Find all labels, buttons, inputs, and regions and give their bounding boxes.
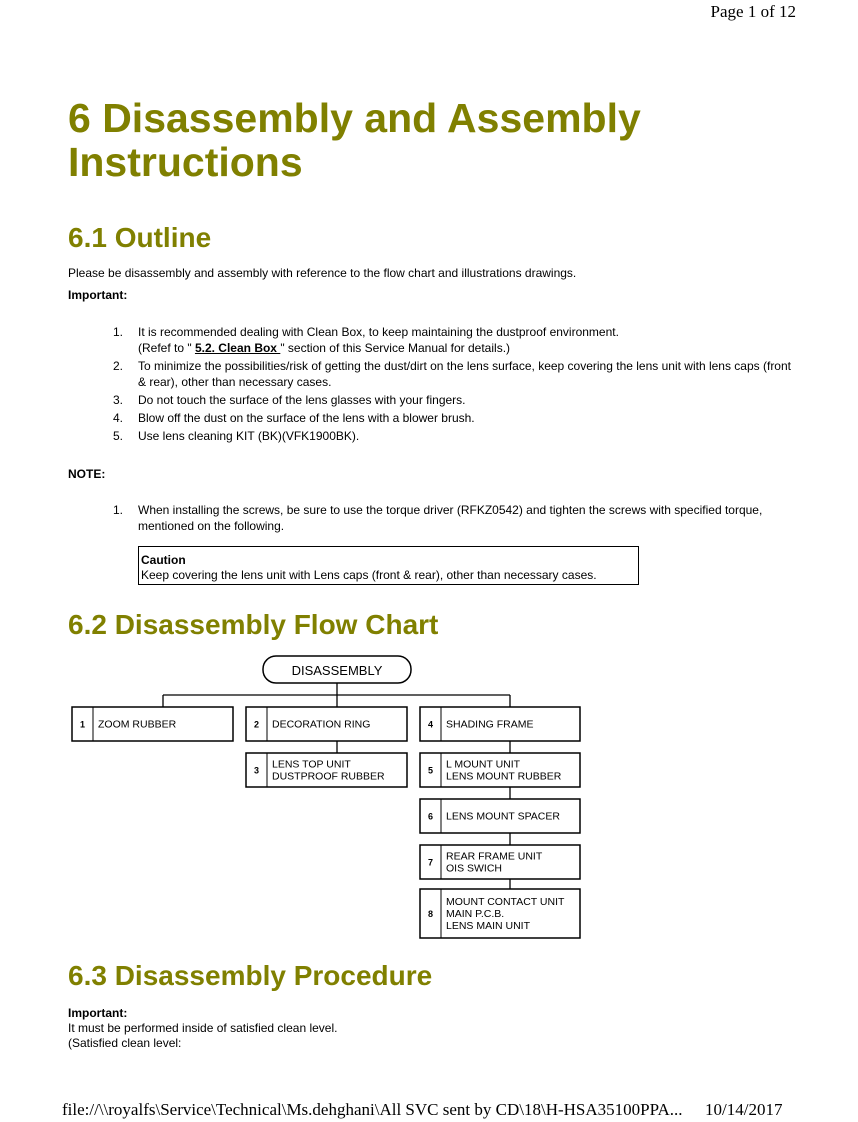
flow-box-label: OIS SWICH: [446, 862, 503, 875]
list-number: 1.: [113, 503, 124, 517]
list-text: When installing the screws, be sure to use the torque driver (RFKZ0542) and tighten the screws with specified torque, mentioned on the following.: [138, 503, 763, 533]
note-label: NOTE:: [68, 467, 106, 481]
flow-box-label: LENS MOUNT SPACER: [446, 810, 560, 823]
flow-box-label: LENS MOUNT RUBBER: [446, 770, 562, 783]
procedure-important-label: Important:: [68, 1006, 128, 1020]
flow-box-label: MOUNT CONTACT UNIT: [446, 896, 565, 908]
list-number: 1.: [113, 325, 124, 339]
flow-box-number: 4: [427, 719, 434, 730]
caution-text: Keep covering the lens unit with Lens caps (front & rear), other than necessary cases.: [141, 568, 597, 582]
root-label: DISASSEMBLY: [291, 663, 383, 678]
flow-box-label: LENS TOP UNIT: [272, 758, 351, 771]
list-text: It is recommended dealing with Clean Box, to keep maintaining the dustproof environment.: [138, 325, 619, 339]
flow-box-number: 1: [79, 719, 86, 730]
outline-intro: Please be disassembly and assembly with reference to the flow chart and illustrations drawings.: [68, 266, 577, 280]
flow-box-5: [420, 753, 580, 787]
flow-box-3: [246, 753, 407, 787]
ref-prefix: (Refef to ": [138, 341, 195, 355]
flow-box-number: 3: [253, 765, 260, 776]
procedure-line-1: It must be performed inside of satisfied clean level.: [68, 1021, 338, 1035]
flow-box-number: 8: [427, 909, 434, 919]
list-text: Blow off the dust on the surface of the lens with a blower brush.: [138, 411, 475, 425]
list-number: 2.: [113, 359, 124, 373]
important-label: Important:: [68, 288, 128, 302]
footer-path: file://\\royalfs\Service\Technical\Ms.dehghani\All SVC sent by CD\18\H-HSA35100PPA...: [62, 1100, 683, 1119]
flow-box-number: 6: [427, 811, 434, 822]
page-title: 6 Disassembly and Assembly Instructions: [68, 95, 641, 185]
flow-box-number: 2: [253, 719, 260, 730]
flow-box-label: LENS MAIN UNIT: [446, 920, 531, 932]
list-number: 5.: [113, 429, 124, 443]
flow-box-4: [420, 707, 580, 741]
flow-box-label: DUSTPROOF RUBBER: [272, 770, 385, 783]
flow-box-label: MAIN P.C.B.: [446, 908, 505, 920]
flow-heading: 6.2 Disassembly Flow Chart: [68, 609, 439, 640]
caution-title: Caution: [141, 553, 186, 567]
flow-box-2: [246, 707, 407, 741]
flow-box-label: L MOUNT UNIT: [446, 758, 521, 771]
flow-box-label: ZOOM RUBBER: [98, 718, 177, 731]
flow-box-label: REAR FRAME UNIT: [446, 850, 543, 863]
list-text: To minimize the possibilities/risk of getting the dust/dirt on the lens surface, keep covering the lens unit with lens caps (front & rear), other than necessary cases.: [138, 359, 791, 389]
list-number: 3.: [113, 393, 124, 407]
flow-box-number: 5: [427, 765, 434, 776]
procedure-line-2: (Satisfied clean level:: [68, 1036, 182, 1050]
flow-box-number: 7: [427, 857, 434, 868]
clean-box-link[interactable]: 5.2. Clean Box: [194, 341, 281, 355]
flow-box-7: [420, 845, 580, 879]
footer-date: 10/14/2017: [705, 1100, 783, 1119]
flow-box-label: SHADING FRAME: [446, 718, 534, 731]
flow-box-6: [420, 799, 580, 833]
list-text: Do not touch the surface of the lens glasses with your fingers.: [138, 393, 466, 407]
footer: [62, 1100, 782, 1120]
procedure-heading: 6.3 Disassembly Procedure: [68, 960, 433, 991]
page-number: Page 1 of 12: [710, 2, 796, 21]
outline-heading: 6.1 Outline: [68, 222, 212, 253]
list-text: Use lens cleaning KIT (BK)(VFK1900BK).: [138, 429, 360, 443]
ref-suffix: " section of this Service Manual for details.): [280, 341, 511, 355]
flow-box-8: [420, 889, 580, 938]
flow-box-label: DECORATION RING: [272, 718, 371, 731]
list-number: 4.: [113, 411, 124, 425]
flow-box-1: [72, 707, 233, 741]
